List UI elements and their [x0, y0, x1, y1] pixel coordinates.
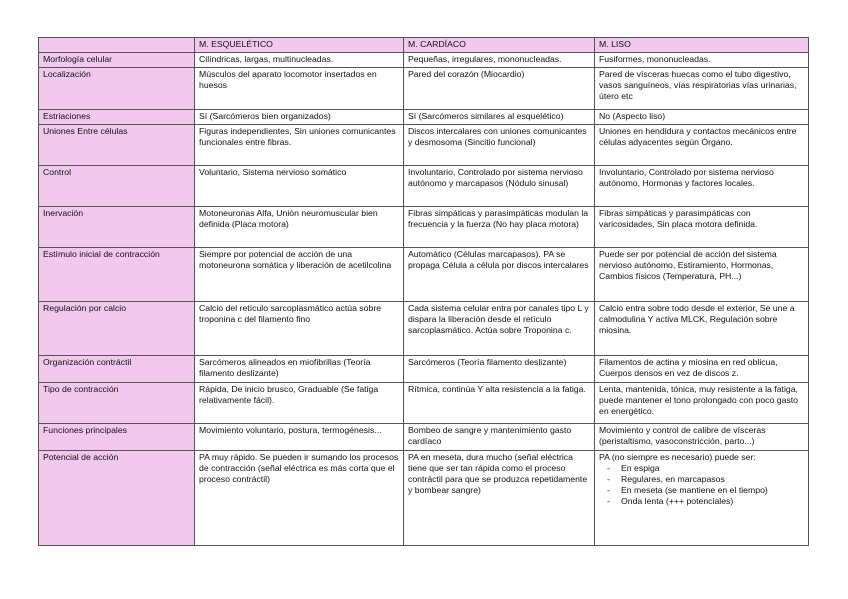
table-row — [39, 207, 809, 248]
cell-esqueletico: Voluntario, Sistema nervioso somático — [195, 166, 404, 207]
cell-cardiaco: Automático (Células marcapasos). PA se propaga Célula a célula por discos intercalares — [404, 248, 595, 302]
action-potential-list — [599, 463, 804, 507]
cell-cardiaco: PA en meseta, dura mucho (señal eléctrica tiene que ser tan rápida como el proceso contráctil para que se produzca repetidamente y bombear sangre) — [404, 451, 595, 546]
cell-esqueletico: Motoneuronas Alfa, Unión neuromuscular bien definida (Placa motora) — [195, 207, 404, 248]
cell-liso: No (Aspecto liso) — [595, 110, 809, 125]
cell-cardiaco: Discos intercalares con uniones comunicantes y desmosoma (Sincitio funcional) — [404, 125, 595, 166]
row-label: Estímulo inicial de contracción — [39, 248, 195, 302]
header-esqueletico: M. ESQUELÉTICO — [195, 38, 404, 53]
cell-liso: Fibras simpáticas y parasimpáticas con varicosidades, Sin placa motora definida. — [595, 207, 809, 248]
row-label: Inervación — [39, 207, 195, 248]
list-item: - Regulares, en marcapasos — [621, 474, 804, 485]
cell-cardiaco: Involuntario, Controlado por sistema nervioso autónomo y marcapasos (Nódulo sinusal) — [404, 166, 595, 207]
cell-cardiaco: Fibras simpáticas y parasimpáticas modulan la frecuencia y la fuerza (No hay placa motora) — [404, 207, 595, 248]
cell-liso: Puede ser por potencial de acción del sistema nervioso autónomo, Estiramiento, Hormonas, Cambios físicos (Temperatura, PH...) — [595, 248, 809, 302]
muscle-comparison-table — [38, 37, 809, 546]
cell-liso: Involuntario, Controlado por sistema nervioso autónomo, Hormonas y factores locales. — [595, 166, 809, 207]
cell-cardiaco: Sí (Sarcómeros similares al esquelético) — [404, 110, 595, 125]
list-item: - En meseta (se mantiene en el tiempo) — [621, 485, 804, 496]
table-row — [39, 53, 809, 68]
row-label: Potencial de acción — [39, 451, 195, 546]
header-row — [39, 38, 809, 53]
row-label: Funciones principales — [39, 424, 195, 451]
row-label: Organización contráctil — [39, 356, 195, 383]
cell-esqueletico: Figuras independientes, Sin uniones comunicantes funcionales entre fibras. — [195, 125, 404, 166]
cell-liso: Filamentos de actina y miosina en red oblicua, Cuerpos densos en vez de discos z. — [595, 356, 809, 383]
cell-cardiaco: Sarcómeros (Teoría filamento deslizante) — [404, 356, 595, 383]
cell-liso-intro: PA (no siempre es necesario) puede ser: — [599, 452, 756, 462]
row-label: Regulación por calcio — [39, 302, 195, 356]
cell-esqueletico: Rápida, De inicio brusco, Graduable (Se fatiga relativamente fácil). — [195, 383, 404, 424]
table-row — [39, 110, 809, 125]
cell-cardiaco: Bombeo de sangre y mantenimiento gasto cardíaco — [404, 424, 595, 451]
header-liso: M. LISO — [595, 38, 809, 53]
header-corner — [39, 38, 195, 53]
table-row — [39, 166, 809, 207]
header-cardiaco: M. CARDÍACO — [404, 38, 595, 53]
row-label: Tipo de contracción — [39, 383, 195, 424]
cell-esqueletico: Siempre por potencial de acción de una motoneurona somática y liberación de acetilcolina — [195, 248, 404, 302]
table-row — [39, 68, 809, 110]
cell-cardiaco: Rítmica, continúa Y alta resistencia a la fatiga. — [404, 383, 595, 424]
list-item: - Onda lenta (+++ potenciales) — [621, 496, 804, 507]
cell-esqueletico: Movimiento voluntario, postura, termogénesis... — [195, 424, 404, 451]
list-item: - En espiga — [621, 463, 804, 474]
table-row — [39, 356, 809, 383]
table-row — [39, 302, 809, 356]
cell-esqueletico: Cilíndricas, largas, multinucleadas. — [195, 53, 404, 68]
row-label: Localización — [39, 68, 195, 110]
table-row — [39, 424, 809, 451]
cell-liso: Calcio entra sobre todo desde el exterior, Se une a calmodulina Y activa MLCK, Regulación sobre miosina. — [595, 302, 809, 356]
table-row — [39, 451, 809, 546]
cell-liso: Movimiento y control de calibre de vísceras (peristaltismo, vasoconstricción, parto...) — [595, 424, 809, 451]
cell-esqueletico: Sí (Sarcómeros bien organizados) — [195, 110, 404, 125]
cell-liso — [595, 451, 809, 546]
table-row — [39, 125, 809, 166]
cell-esqueletico: Músculos del aparato locomotor insertados en huesos — [195, 68, 404, 110]
cell-liso: Lenta, mantenida, tónica, muy resistente a la fatiga, puede mantener el tono prolongado con poco gasto en energético. — [595, 383, 809, 424]
cell-esqueletico: PA muy rápido. Se pueden ir sumando los procesos de contracción (señal eléctrica es más corta que el proceso contráctil) — [195, 451, 404, 546]
cell-cardiaco: Pared del corazón (Miocardio) — [404, 68, 595, 110]
cell-liso: Pared de vísceras huecas como el tubo digestivo, vasos sanguíneos, vías respiratorias vías urinarias, útero etc — [595, 68, 809, 110]
row-label: Morfología celular — [39, 53, 195, 68]
table-row — [39, 248, 809, 302]
table-row — [39, 383, 809, 424]
cell-esqueletico: Sarcómeros alineados en miofibrillas (Teoría filamento deslizante) — [195, 356, 404, 383]
cell-liso: Fusiformes, mononucleadas. — [595, 53, 809, 68]
cell-cardiaco: Pequeñas, irregulares, mononucleadas. — [404, 53, 595, 68]
cell-esqueletico: Calcio del retículo sarcoplasmático actúa sobre troponina c del filamento fino — [195, 302, 404, 356]
row-label: Uniones Entre células — [39, 125, 195, 166]
cell-cardiaco: Cada sistema celular entra por canales tipo L y dispara la liberación desde el retículo sarcoplasmático. Actúa sobre Troponina c. — [404, 302, 595, 356]
cell-liso: Uniones en hendidura y contactos mecánicos entre células adyacentes según Órgano. — [595, 125, 809, 166]
row-label: Estriaciones — [39, 110, 195, 125]
row-label: Control — [39, 166, 195, 207]
